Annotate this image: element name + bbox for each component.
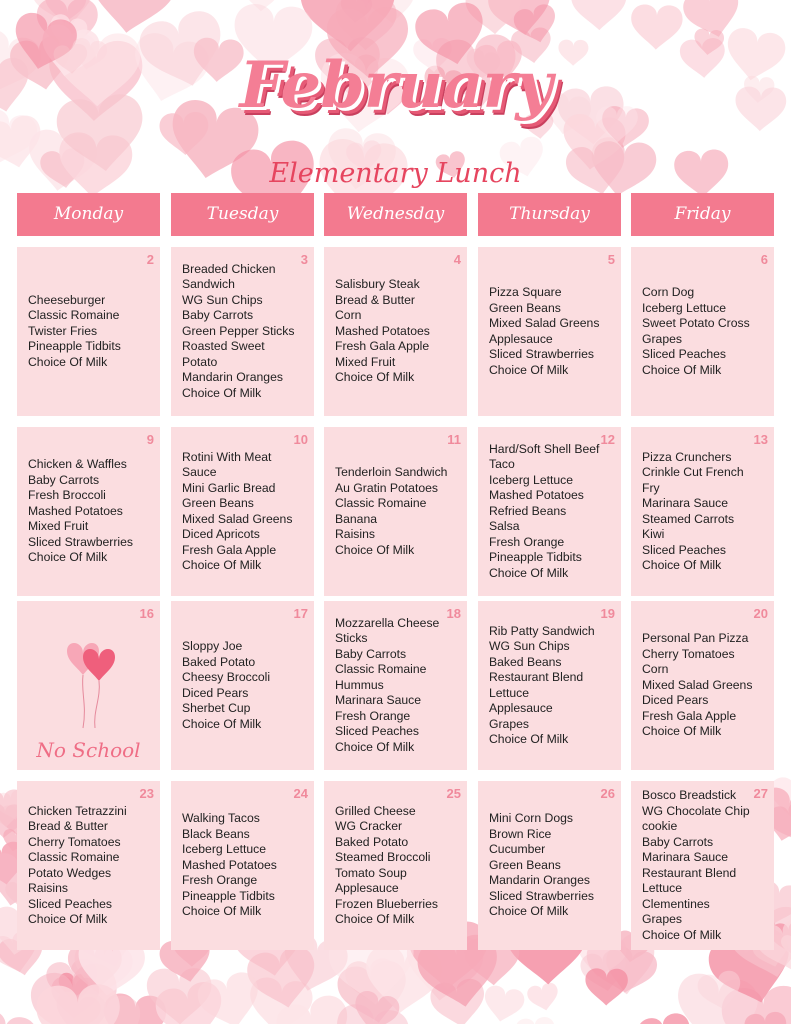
menu-item: Fresh Gala Apple — [642, 708, 737, 723]
menu-item: Sliced Peaches — [642, 542, 727, 557]
menu-item: Choice Of Milk — [489, 904, 569, 919]
menu-item: Bosco Breadstick — [642, 788, 737, 802]
menu-item: Baked Beans — [489, 654, 562, 669]
menu-item: Mixed Salad Greens — [182, 511, 293, 526]
menu-item: Restaurant Blend — [489, 670, 584, 684]
menu-item: Applesauce — [489, 331, 553, 346]
menu-item: Potato Wedges — [28, 865, 112, 880]
menu-item: Mandarin Oranges — [489, 873, 590, 888]
menu-item: Corn — [335, 308, 362, 323]
menu-item: Choice Of Milk — [642, 927, 722, 942]
menu-item: Grapes — [642, 331, 682, 346]
menu-item: Sloppy Joe — [182, 639, 243, 653]
menu-item: Chicken Tetrazzini — [28, 803, 127, 818]
menu-item: Classic Romaine — [335, 662, 427, 677]
day-number: 20 — [753, 606, 768, 621]
lunch-menu-list — [335, 601, 463, 770]
menu-item: Cheesy Broccoli — [182, 670, 271, 684]
menu-item: Iceberg Lettuce — [642, 300, 727, 315]
menu-item: Raisins — [28, 881, 68, 895]
menu-item: Restaurant Blend — [642, 865, 737, 880]
menu-item: Corn Dog — [642, 285, 695, 299]
day-cell-10 — [171, 427, 314, 596]
day-cell-5 — [478, 247, 621, 416]
menu-item: Marinara Sauce — [335, 693, 422, 708]
lunch-menu-list — [642, 427, 770, 596]
lunch-menu-list — [642, 781, 770, 950]
menu-item: Diced Pears — [182, 685, 249, 700]
menu-item: Marinara Sauce — [642, 496, 729, 510]
menu-item: Pizza Crunchers — [642, 449, 732, 464]
menu-item: Choice Of Milk — [182, 558, 262, 572]
day-cell-9 — [17, 427, 160, 596]
day-number: 24 — [293, 786, 308, 801]
menu-item: Choice Of Milk — [28, 354, 108, 369]
menu-item: Mashed Potatoes — [489, 488, 584, 503]
day-number: 18 — [446, 606, 461, 621]
menu-item: Mixed Fruit — [28, 519, 89, 534]
menu-item: Banana — [335, 511, 378, 526]
menu-item: Sliced Peaches — [335, 724, 420, 739]
menu-item: Baby Carrots — [642, 834, 714, 849]
menu-item: Choice Of Milk — [335, 912, 415, 926]
menu-item: Classic Romaine — [335, 496, 427, 510]
menu-item: Lettuce — [642, 881, 682, 895]
menu-item: Frozen Blueberries — [335, 896, 438, 911]
day-cell-13 — [631, 427, 774, 596]
menu-item: Choice Of Milk — [182, 716, 262, 731]
menu-item: Fresh Orange — [335, 708, 411, 723]
day-number: 4 — [453, 252, 461, 267]
day-number: 26 — [600, 786, 615, 801]
weekday-header-tuesday: Tuesday — [171, 193, 314, 236]
menu-item: Refried Beans — [489, 503, 567, 518]
day-cell-18 — [324, 601, 467, 770]
menu-item: Mashed Potatoes — [28, 503, 123, 518]
menu-item: Sliced Strawberries — [28, 534, 133, 549]
menu-item: Sliced Peaches — [28, 896, 113, 911]
menu-item: Kiwi — [642, 527, 665, 541]
menu-item: Black Beans — [182, 826, 250, 841]
lunch-menu-list — [335, 781, 463, 950]
menu-item: Fresh Broccoli — [28, 488, 106, 503]
menu-item: Grilled Cheese — [335, 803, 416, 818]
day-number: 6 — [760, 252, 768, 267]
menu-item: Rib Patty Sandwich — [489, 623, 595, 638]
menu-item: Pineapple Tidbits — [182, 888, 275, 903]
menu-item: Diced Apricots — [182, 527, 260, 541]
day-cell-24 — [171, 781, 314, 950]
menu-item: Choice Of Milk — [642, 362, 722, 377]
day-number: 25 — [446, 786, 461, 801]
no-school-label: No School — [36, 738, 141, 762]
menu-item: Cheeseburger — [28, 292, 106, 307]
menu-item: Crinkle Cut French — [642, 465, 744, 479]
menu-item: Steamed Broccoli — [335, 850, 431, 864]
menu-item: Mixed Salad Greens — [489, 316, 600, 330]
day-number: 12 — [600, 432, 615, 447]
menu-item: WG Cracker — [335, 819, 403, 833]
menu-item: Choice Of Milk — [489, 565, 569, 580]
menu-item: Baked Potato — [335, 834, 409, 849]
menu-item: Cherry Tomatoes — [28, 834, 121, 849]
menu-item: Salsa — [489, 519, 520, 534]
day-number: 23 — [139, 786, 154, 801]
day-number: 16 — [139, 606, 154, 621]
menu-item: Potato — [182, 354, 218, 369]
menu-item: Choice Of Milk — [182, 385, 262, 400]
menu-item: Diced Pears — [642, 693, 709, 708]
menu-item: Choice Of Milk — [182, 904, 262, 919]
menu-item: Choice Of Milk — [489, 732, 569, 746]
day-number: 11 — [447, 432, 461, 447]
menu-item: Pineapple Tidbits — [28, 339, 121, 354]
lunch-menu-list — [182, 247, 310, 416]
menu-item: Iceberg Lettuce — [489, 472, 574, 487]
menu-item: Fresh Gala Apple — [182, 542, 277, 557]
menu-item: Marinara Sauce — [642, 850, 729, 864]
menu-item: Green Beans — [489, 857, 561, 872]
menu-item: Sticks — [335, 631, 368, 646]
menu-item: Pineapple Tidbits — [489, 550, 582, 565]
menu-item: Chicken & Waffles — [28, 457, 127, 472]
menu-item: cookie — [642, 819, 678, 833]
menu-item: Lettuce — [489, 685, 529, 700]
day-cell-17 — [171, 601, 314, 770]
menu-item: Salisbury Steak — [335, 277, 420, 292]
menu-item: Classic Romaine — [28, 308, 120, 323]
menu-item: Hummus — [335, 677, 384, 692]
menu-item: Au Gratin Potatoes — [335, 480, 438, 495]
menu-item: Personal Pan Pizza — [642, 631, 749, 646]
menu-item: Green Beans — [489, 300, 561, 315]
menu-item: Roasted Sweet — [182, 339, 265, 354]
menu-item: Cherry Tomatoes — [642, 646, 735, 661]
day-number: 9 — [146, 432, 154, 447]
menu-item: Green Pepper Sticks — [182, 323, 295, 338]
lunch-menu-list — [642, 601, 770, 770]
menu-item: Taco — [489, 457, 515, 472]
weekday-header-wednesday: Wednesday — [324, 193, 467, 236]
menu-item: Sauce — [182, 465, 217, 479]
menu-item: Baby Carrots — [28, 472, 100, 487]
lunch-menu-list — [28, 781, 156, 950]
menu-item: Clementines — [642, 896, 710, 911]
lunch-menu-list — [28, 247, 156, 416]
weekday-header-friday: Friday — [631, 193, 774, 236]
menu-item: Choice Of Milk — [28, 912, 108, 926]
menu-item: WG Sun Chips — [489, 639, 570, 653]
weekday-header-thursday: Thursday — [478, 193, 621, 236]
menu-item: Sliced Peaches — [642, 347, 727, 361]
day-cell-12 — [478, 427, 621, 596]
menu-item: Choice Of Milk — [335, 739, 415, 754]
menu-item: Bread & Butter — [335, 292, 415, 307]
day-number: 5 — [607, 252, 615, 267]
day-number: 27 — [753, 786, 768, 801]
menu-item: Mixed Salad Greens — [642, 677, 753, 692]
day-number: 17 — [293, 606, 308, 621]
day-number: 2 — [146, 252, 154, 267]
menu-item: Choice Of Milk — [335, 542, 415, 557]
menu-item: Green Beans — [182, 496, 254, 510]
menu-item: Choice Of Milk — [642, 724, 722, 739]
lunch-menu-list — [642, 247, 770, 416]
menu-item: Baby Carrots — [182, 308, 254, 323]
menu-item: Sweet Potato Cross — [642, 316, 750, 330]
menu-item: Pizza Square — [489, 285, 562, 299]
day-cell-2 — [17, 247, 160, 416]
lunch-menu-list — [489, 781, 617, 950]
menu-item: Fresh Gala Apple — [335, 339, 430, 354]
menu-item: Brown Rice — [489, 826, 552, 841]
menu-item: Tenderloin Sandwich — [335, 465, 448, 479]
day-cell-20 — [631, 601, 774, 770]
menu-item: Mozzarella Cheese — [335, 615, 440, 630]
menu-item: Fry — [642, 480, 660, 495]
lunch-menu-list — [489, 427, 617, 596]
menu-item: Raisins — [335, 527, 375, 541]
lunch-menu-list — [335, 427, 463, 596]
lunch-menu-list — [182, 781, 310, 950]
day-cell-23 — [17, 781, 160, 950]
day-number: 13 — [753, 432, 768, 447]
month-title: February — [239, 48, 552, 123]
day-cell-16 — [17, 601, 160, 770]
heart-balloons-icon — [63, 623, 123, 733]
menu-item: Twister Fries — [28, 323, 98, 338]
day-number: 19 — [600, 606, 615, 621]
menu-item: Grapes — [642, 912, 682, 926]
menu-item: Cucumber — [489, 842, 546, 857]
day-cell-11 — [324, 427, 467, 596]
menu-item: Baby Carrots — [335, 646, 407, 661]
menu-item: Sliced Strawberries — [489, 888, 594, 903]
day-cell-25 — [324, 781, 467, 950]
menu-item: Hard/Soft Shell Beef — [489, 441, 600, 456]
menu-item: Applesauce — [489, 701, 553, 715]
lunch-menu-list — [489, 601, 617, 770]
menu-item: Iceberg Lettuce — [182, 842, 267, 857]
menu-item: Baked Potato — [182, 654, 256, 669]
menu-item: Rotini With Meat — [182, 449, 272, 464]
menu-item: Sliced Strawberries — [489, 347, 594, 361]
menu-item: Walking Tacos — [182, 811, 260, 826]
menu-item: Corn — [642, 662, 669, 677]
menu-item: WG Sun Chips — [182, 292, 263, 307]
weekday-header-monday: Monday — [17, 193, 160, 236]
menu-item: Choice Of Milk — [335, 370, 415, 385]
day-number: 3 — [300, 252, 308, 267]
menu-item: Mixed Fruit — [335, 354, 396, 369]
menu-item: Sandwich — [182, 277, 235, 292]
lunch-menu-list — [335, 247, 463, 416]
menu-item: Sherbet Cup — [182, 701, 251, 715]
menu-subtitle: Elementary Lunch — [269, 158, 522, 189]
menu-item: WG Chocolate Chip — [642, 803, 750, 818]
menu-item: Classic Romaine — [28, 850, 120, 864]
day-cell-4 — [324, 247, 467, 416]
menu-item: Breaded Chicken — [182, 261, 276, 276]
menu-item: Mashed Potatoes — [335, 323, 430, 338]
day-cell-19 — [478, 601, 621, 770]
day-cell-6 — [631, 247, 774, 416]
menu-item: Choice Of Milk — [28, 550, 108, 565]
menu-item: Fresh Orange — [489, 534, 565, 549]
lunch-menu-list — [182, 427, 310, 596]
day-cell-26 — [478, 781, 621, 950]
day-number: 10 — [293, 432, 308, 447]
menu-item: Mandarin Oranges — [182, 370, 283, 385]
menu-item: Bread & Butter — [28, 819, 108, 833]
menu-item: Choice Of Milk — [642, 558, 722, 572]
menu-item: Choice Of Milk — [489, 362, 569, 377]
menu-item: Applesauce — [335, 881, 399, 895]
day-cell-3 — [171, 247, 314, 416]
menu-item: Fresh Orange — [182, 873, 258, 888]
menu-item: Steamed Carrots — [642, 511, 735, 526]
menu-item: Mashed Potatoes — [182, 857, 277, 872]
lunch-menu-list — [182, 601, 310, 770]
menu-item: Mini Corn Dogs — [489, 811, 573, 826]
lunch-menu-list — [489, 247, 617, 416]
lunch-menu-list — [28, 427, 156, 596]
day-cell-27 — [631, 781, 774, 950]
menu-item: Grapes — [489, 716, 529, 731]
menu-item: Tomato Soup — [335, 865, 407, 880]
menu-item: Mini Garlic Bread — [182, 480, 276, 495]
